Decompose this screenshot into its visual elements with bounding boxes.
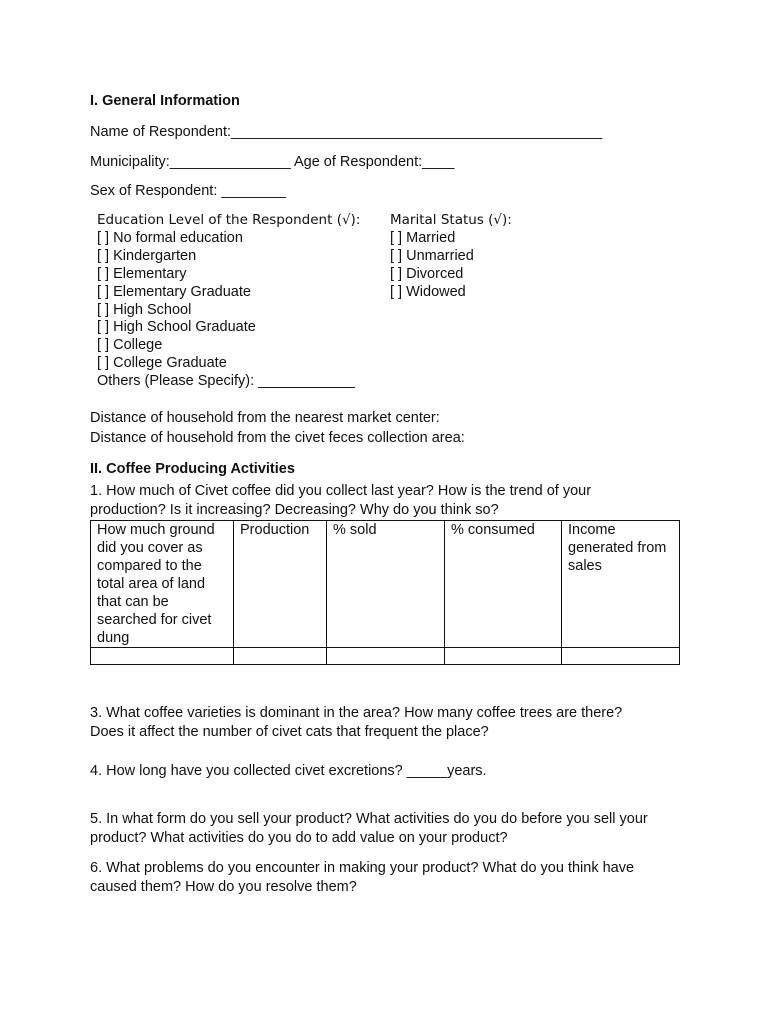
question-6 — [90, 859, 634, 897]
production-table — [90, 520, 680, 665]
question-5-line: 5. In what form do you sell your product? What activities do you do before you sell your — [90, 811, 648, 827]
education-level-group — [97, 212, 360, 391]
question-4: 4. How long have you collected civet excretions? _____years. — [90, 763, 487, 779]
education-others-field[interactable]: Others (Please Specify): ____________ — [97, 373, 355, 390]
distance-market-label: Distance of household from the nearest market center: — [90, 410, 440, 426]
question-5 — [90, 810, 648, 848]
education-level-header: Education Level of the Respondent (√): — [97, 212, 361, 228]
question-3 — [90, 704, 622, 742]
question-6-line: caused them? How do you resolve them? — [90, 879, 357, 895]
education-option[interactable]: [ ] Elementary — [97, 265, 187, 282]
marital-option[interactable]: [ ] Married — [390, 229, 456, 246]
table-cell[interactable] — [91, 648, 234, 665]
table-header-cell: Production — [234, 521, 327, 648]
question-1 — [90, 482, 591, 520]
question-3-line: Does it affect the number of civet cats that frequent the place? — [90, 724, 489, 740]
table-row — [91, 648, 680, 665]
question-6-line: 6. What problems do you encounter in making your product? What do you think have — [90, 860, 635, 876]
question-5-line: product? What activities do you do to add value on your product? — [90, 830, 508, 846]
distance-collection-label: Distance of household from the civet feces collection area: — [90, 430, 465, 446]
education-option[interactable]: [ ] No formal education — [97, 229, 243, 246]
table-header-cell: How much ground did you cover as compared to the total area of land that can be searched for civet dung — [91, 521, 234, 648]
question-1-line: 1. How much of Civet coffee did you collect last year? How is the trend of your — [90, 483, 592, 499]
marital-option[interactable]: [ ] Widowed — [390, 283, 466, 300]
education-option[interactable]: [ ] College — [97, 337, 163, 354]
question-3-line: 3. What coffee varieties is dominant in the area? How many coffee trees are there? — [90, 705, 623, 721]
table-header-row — [91, 521, 680, 648]
table-cell[interactable] — [234, 648, 327, 665]
marital-option[interactable]: [ ] Unmarried — [390, 247, 474, 264]
education-option[interactable]: [ ] High School Graduate — [97, 319, 256, 336]
marital-status-header: Marital Status (√): — [390, 212, 512, 228]
municipality-age-field[interactable]: Municipality:_______________ Age of Respondent:____ — [90, 154, 455, 170]
table-header-cell: Income generated from sales — [562, 521, 680, 648]
education-option[interactable]: [ ] College Graduate — [97, 355, 227, 372]
table-cell[interactable] — [327, 648, 445, 665]
education-option[interactable]: [ ] Kindergarten — [97, 247, 197, 264]
table-header-cell: % consumed — [445, 521, 562, 648]
table-header-cell: % sold — [327, 521, 445, 648]
marital-status-group — [390, 212, 512, 302]
question-1-line: production? Is it increasing? Decreasing? Why do you think so? — [90, 502, 499, 518]
section-1-heading: I. General Information — [90, 93, 240, 109]
education-option[interactable]: [ ] High School — [97, 301, 192, 318]
marital-option[interactable]: [ ] Divorced — [390, 265, 464, 282]
education-option[interactable]: [ ] Elementary Graduate — [97, 283, 251, 300]
table-cell[interactable] — [562, 648, 680, 665]
section-2-heading: II. Coffee Producing Activities — [90, 461, 295, 477]
name-of-respondent-field[interactable]: Name of Respondent:______________________________________________ — [90, 124, 603, 140]
sex-of-respondent-field[interactable]: Sex of Respondent: ________ — [90, 183, 286, 199]
table-cell[interactable] — [445, 648, 562, 665]
